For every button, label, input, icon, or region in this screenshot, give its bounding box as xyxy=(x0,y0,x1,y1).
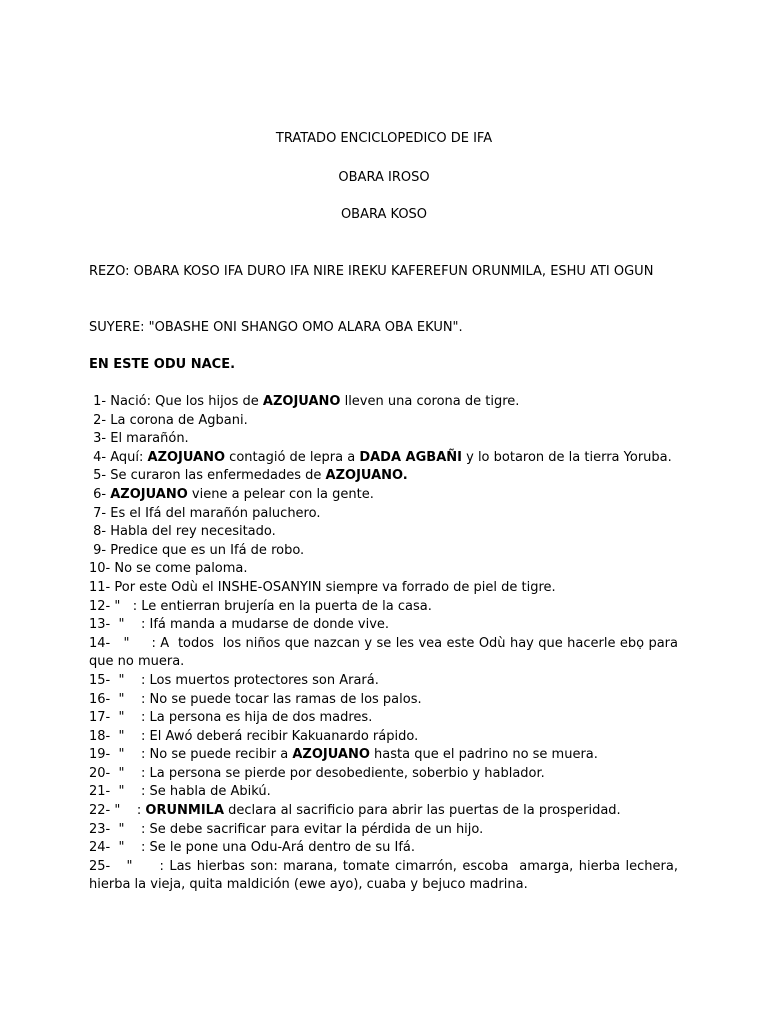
item-text: y lo botaron de la tierra Yoruba. xyxy=(461,449,672,465)
bold-term: AZOJUANO xyxy=(147,449,226,465)
list-item xyxy=(89,858,678,895)
document-title: TRATADO ENCICLOPEDICO DE IFA xyxy=(275,131,493,146)
item-text: 14- " : A todos los niños que nazcan y se les vea este Odù hay que hacerle ebọ para que no muera. xyxy=(89,635,678,670)
list-item xyxy=(89,746,678,765)
item-text: 20- " : La persona se pierde por desobediente, soberbio y hablador. xyxy=(89,765,545,781)
odu-items-list xyxy=(89,393,678,895)
item-text: 25- " : Las hierbas son: marana, tomate cimarrón, escoba amarga, hierba lechera, hierba la vieja, quita maldición (ewe ayo), cuaba y bejuco madrina. xyxy=(89,858,678,893)
list-item xyxy=(89,412,678,431)
list-item xyxy=(89,430,678,449)
item-text: 13- " : Ifá manda a mudarse de donde vive. xyxy=(89,617,390,633)
item-text: contagió de lepra a xyxy=(225,449,360,465)
list-item xyxy=(89,393,678,412)
item-text: 19- " : No se puede recibir a xyxy=(89,747,293,763)
item-text: lleven una corona de tigre. xyxy=(340,394,520,409)
bold-term: DADA AGBAÑI xyxy=(359,449,462,465)
list-item xyxy=(89,467,678,486)
odu-alias: OBARA KOSO xyxy=(340,207,428,222)
list-item xyxy=(89,672,678,691)
item-text: 2- La corona de Agbani. xyxy=(89,412,248,428)
item-text: 21- " : Se habla de Abikú. xyxy=(89,784,271,800)
item-text: 15- " : Los muertos protectores son Arará. xyxy=(89,672,379,688)
bold-term: AZOJUANO xyxy=(110,486,188,502)
list-item xyxy=(89,765,678,784)
item-text: 17- " : La persona es hija de dos madres. xyxy=(89,710,373,726)
item-text: 22- " : xyxy=(89,803,146,819)
list-item xyxy=(89,505,678,524)
list-item xyxy=(89,560,678,579)
list-item xyxy=(89,449,678,468)
item-text: 16- " : No se puede tocar las ramas de los palos. xyxy=(89,691,422,707)
bold-term: AZOJUANO xyxy=(262,394,341,409)
item-text: 9- Predice que es un Ifá de robo. xyxy=(89,542,305,558)
item-text: 1- Nació: Que los hijos de xyxy=(89,394,263,409)
rezo-paragraph: REZO: OBARA KOSO IFA DURO IFA NIRE IREKU KAFEREFUN ORUNMILA, ESHU ATI OGUN xyxy=(89,264,654,279)
item-text: hasta que el padrino no se muera. xyxy=(369,747,598,763)
list-item xyxy=(89,839,678,858)
list-item xyxy=(89,616,678,635)
list-item xyxy=(89,579,678,598)
item-text: declara al sacrificio para abrir las puertas de la prosperidad. xyxy=(224,803,621,819)
list-item xyxy=(89,635,678,672)
list-item xyxy=(89,821,678,840)
item-text: viene a pelear con la gente. xyxy=(187,486,374,502)
item-text: 23- " : Se debe sacrificar para evitar la pérdida de un hijo. xyxy=(89,821,484,837)
list-item xyxy=(89,486,678,505)
item-text: 12- " : Le entierran brujería en la puerta de la casa. xyxy=(89,598,432,614)
list-item xyxy=(89,728,678,747)
item-text: 10- No se come paloma. xyxy=(89,561,248,577)
list-item xyxy=(89,598,678,617)
odu-name: OBARA IROSO xyxy=(338,170,430,185)
list-item xyxy=(89,523,678,542)
list-item xyxy=(89,691,678,710)
item-text: 5- Se curaron las enfermedades de xyxy=(89,468,326,484)
list-item xyxy=(89,783,678,802)
list-item xyxy=(89,542,678,561)
bold-term: AZOJUANO xyxy=(292,747,370,763)
list-item xyxy=(89,802,678,821)
section-heading: EN ESTE ODU NACE. xyxy=(89,357,236,372)
item-text: 7- Es el Ifá del marañón paluchero. xyxy=(89,505,321,521)
item-text: 6- xyxy=(89,486,111,502)
item-text: 8- Habla del rey necesitado. xyxy=(89,524,276,540)
bold-term: AZOJUANO. xyxy=(325,468,408,484)
list-item xyxy=(89,709,678,728)
suyere-paragraph: SUYERE: "OBASHE ONI SHANGO OMO ALARA OBA EKUN". xyxy=(89,320,463,335)
item-text: 4- Aquí: xyxy=(89,449,148,465)
item-text: 11- Por este Odù el INSHE-OSANYIN siempre va forrado de piel de tigre. xyxy=(89,579,556,595)
item-text: 18- " : El Awó deberá recibir Kakuanardo rápido. xyxy=(89,728,419,744)
item-text: 24- " : Se le pone una Odu-Ará dentro de su Ifá. xyxy=(89,840,416,856)
item-text: 3- El marañón. xyxy=(89,431,189,447)
bold-term: ORUNMILA xyxy=(145,803,225,819)
